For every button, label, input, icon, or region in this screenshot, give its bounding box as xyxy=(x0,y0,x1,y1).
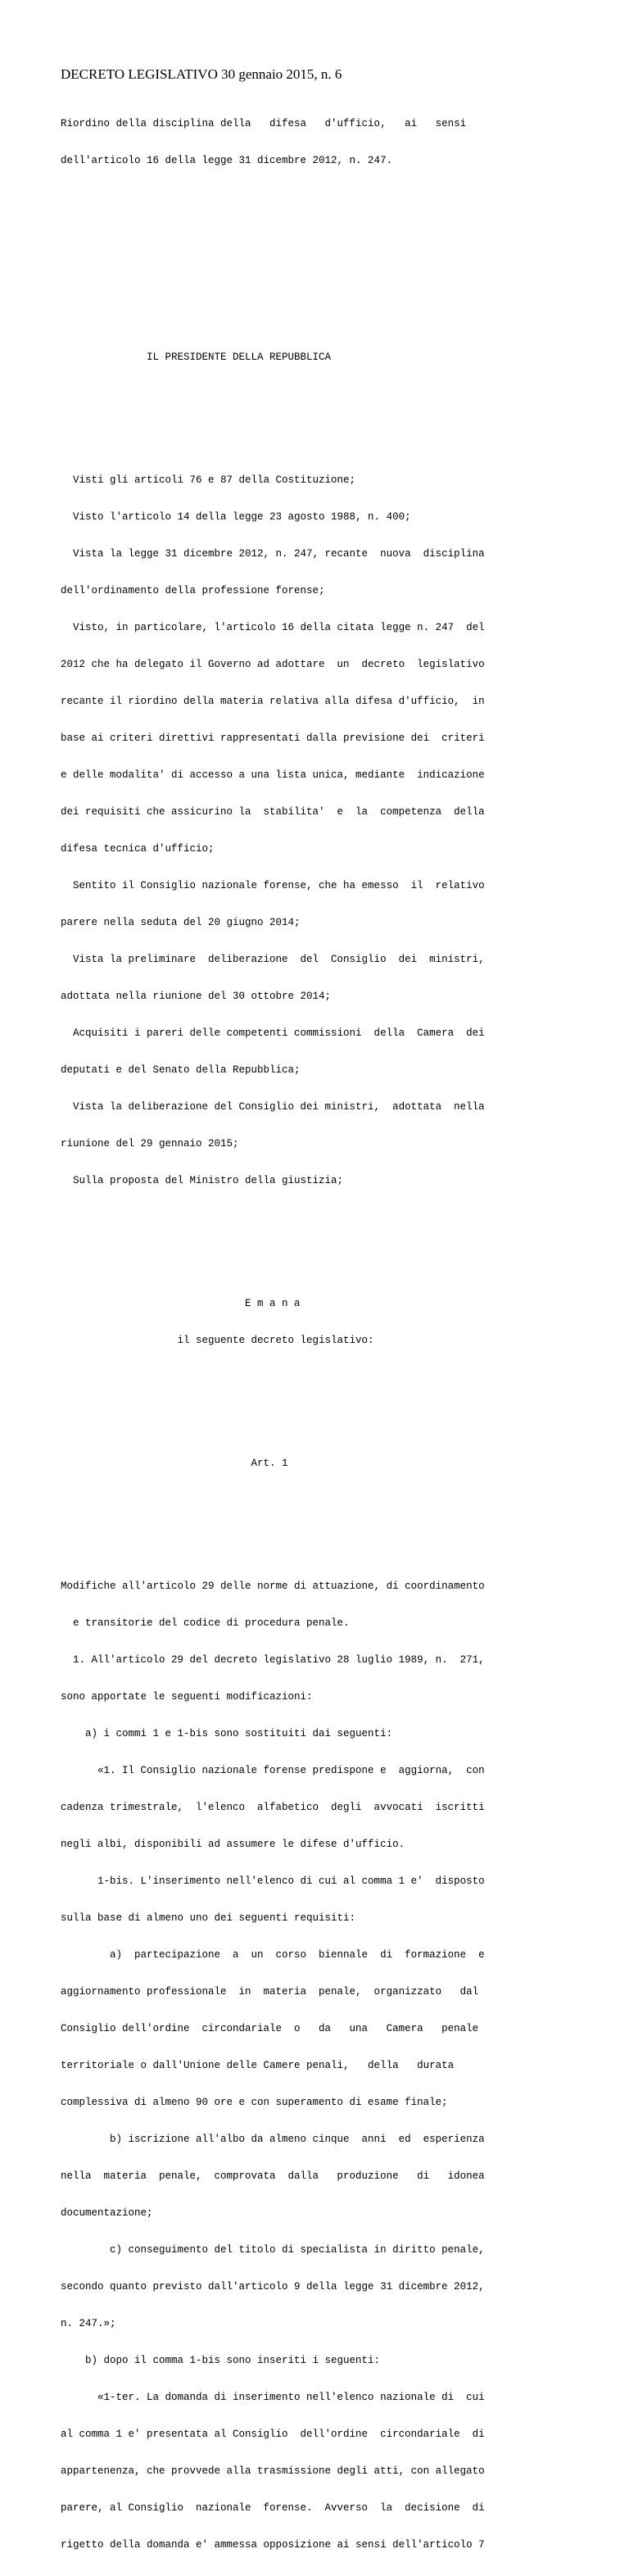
preamble-line: base ai criteri direttivi rappresentati dalla previsione dei criteri xyxy=(61,732,485,744)
article-line: documentazione; xyxy=(61,2207,153,2219)
preamble-line: Vista la deliberazione del Consiglio dei ministri, adottata nella xyxy=(61,1101,485,1113)
spacer xyxy=(61,388,601,450)
spacer xyxy=(61,192,601,327)
preamble-line: e delle modalita' di accesso a una lista unica, mediante indicazione xyxy=(61,769,485,781)
preamble-line: Sulla proposta del Ministro della giustizia; xyxy=(61,1175,344,1186)
article-line: a) i commi 1 e 1-bis sono sostituiti dai seguenti: xyxy=(61,1728,393,1739)
preamble-line: recante il riordino della materia relativa alla difesa d'ufficio, in xyxy=(61,696,485,707)
preamble-line: Visti gli articoli 76 e 87 della Costituzione; xyxy=(61,474,356,486)
article-line: «1. Il Consiglio nazionale forense predispone e aggiorna, con xyxy=(61,1765,485,1776)
article-line: «1-ter. La domanda di inserimento nell'elenco nazionale di cui xyxy=(61,2392,485,2403)
article-heading-line: Art. 1 xyxy=(61,1458,288,1469)
preamble-line: adottata nella riunione del 30 ottobre 2014; xyxy=(61,991,332,1002)
article-line: territoriale o dall'Unione delle Camere penali, della durata xyxy=(61,2060,455,2071)
article-line: aggiornamento professionale in materia penale, organizzato dal xyxy=(61,1986,479,1998)
spacer xyxy=(61,1494,601,1556)
preamble-line: dei requisiti che assicurino la stabilita' e la competenza della xyxy=(61,806,485,818)
document-page xyxy=(61,66,601,2576)
article-line: Modifiche all'articolo 29 delle norme di attuazione, di coordinamento xyxy=(61,1581,485,1592)
article-line: rigetto della domanda e' ammessa opposizione ai sensi dell'articolo 7 xyxy=(61,2539,485,2551)
authority-line: IL PRESIDENTE DELLA REPUBBLICA xyxy=(61,351,332,363)
subtitle-line: Riordino della disciplina della difesa d'ufficio, ai sensi xyxy=(61,118,467,129)
article-line: a) partecipazione a un corso biennale di formazione e xyxy=(61,1949,485,1961)
subtitle-line: dell'articolo 16 della legge 31 dicembre 2012, n. 247. xyxy=(61,155,393,166)
preamble-line: Vista la legge 31 dicembre 2012, n. 247, recante nuova disciplina xyxy=(61,548,485,560)
preamble-line: Visto l'articolo 14 della legge 23 agosto 1988, n. 400; xyxy=(61,511,411,523)
article-line: al comma 1 e' presentata al Consiglio dell'ordine circondariale di xyxy=(61,2429,485,2440)
preamble-line: dell'ordinamento della professione forense; xyxy=(61,585,325,596)
article-line: cadenza trimestrale, l'elenco alfabetico degli avvocati iscritti xyxy=(61,1802,485,1813)
enactment-line: il seguente decreto legislativo: xyxy=(61,1335,374,1346)
article-body xyxy=(61,1556,601,2576)
enactment-formula xyxy=(61,1273,601,1372)
article-line: secondo quanto previsto dall'articolo 9 della legge 31 dicembre 2012, xyxy=(61,2281,485,2293)
preamble-line: parere nella seduta del 20 giugno 2014; xyxy=(61,917,301,928)
article-line: c) conseguimento del titolo di specialista in diritto penale, xyxy=(61,2244,485,2256)
preamble-line: Vista la preliminare deliberazione del Consiglio dei ministri, xyxy=(61,954,485,965)
article-line: complessiva di almeno 90 ore e con superamento di esame finale; xyxy=(61,2097,448,2108)
article-line: e transitorie del codice di procedura penale. xyxy=(61,1617,350,1629)
authority-heading xyxy=(61,327,601,388)
article-line: parere, al Consiglio nazionale forense. Avverso la decisione di xyxy=(61,2502,485,2514)
article-line: 1-bis. L'inserimento nell'elenco di cui al comma 1 e' disposto xyxy=(61,1875,485,1887)
preamble-line: Visto, in particolare, l'articolo 16 della citata legge n. 247 del xyxy=(61,622,485,633)
preamble-line: Sentito il Consiglio nazionale forense, che ha emesso il relativo xyxy=(61,880,485,891)
preamble xyxy=(61,450,601,1212)
article-heading xyxy=(61,1433,601,1494)
preamble-line: Acquisiti i pareri delle competenti commissioni della Camera dei xyxy=(61,1027,485,1039)
preamble-line: deputati e del Senato della Repubblica; xyxy=(61,1064,301,1076)
article-line: Consiglio dell'ordine circondariale o da una Camera penale xyxy=(61,2023,479,2034)
article-line: n. 247.»; xyxy=(61,2318,116,2329)
preamble-line: difesa tecnica d'ufficio; xyxy=(61,843,215,855)
document-subtitle xyxy=(61,93,601,192)
article-line: negli albi, disponibili ad assumere le difese d'ufficio. xyxy=(61,1839,405,1850)
enactment-line: E m a n a xyxy=(61,1298,301,1309)
article-line: 1. All'articolo 29 del decreto legislativo 28 luglio 1989, n. 271, xyxy=(61,1654,485,1666)
article-line: nella materia penale, comprovata dalla produzione di idonea xyxy=(61,2170,485,2182)
article-line: b) dopo il comma 1-bis sono inseriti i seguenti: xyxy=(61,2355,381,2366)
preamble-line: 2012 che ha delegato il Governo ad adottare un decreto legislativo xyxy=(61,659,485,670)
article-line: appartenenza, che provvede alla trasmissione degli atti, con allegato xyxy=(61,2465,485,2477)
document-title: DECRETO LEGISLATIVO 30 gennaio 2015, n. 6 xyxy=(61,66,342,82)
article-line: b) iscrizione all'albo da almeno cinque anni ed esperienza xyxy=(61,2134,485,2145)
preamble-line: riunione del 29 gennaio 2015; xyxy=(61,1138,239,1150)
article-line: sulla base di almeno uno dei seguenti requisiti: xyxy=(61,1912,356,1924)
spacer xyxy=(61,1372,601,1433)
spacer xyxy=(61,1212,601,1273)
article-line: sono apportate le seguenti modificazioni: xyxy=(61,1691,313,1703)
